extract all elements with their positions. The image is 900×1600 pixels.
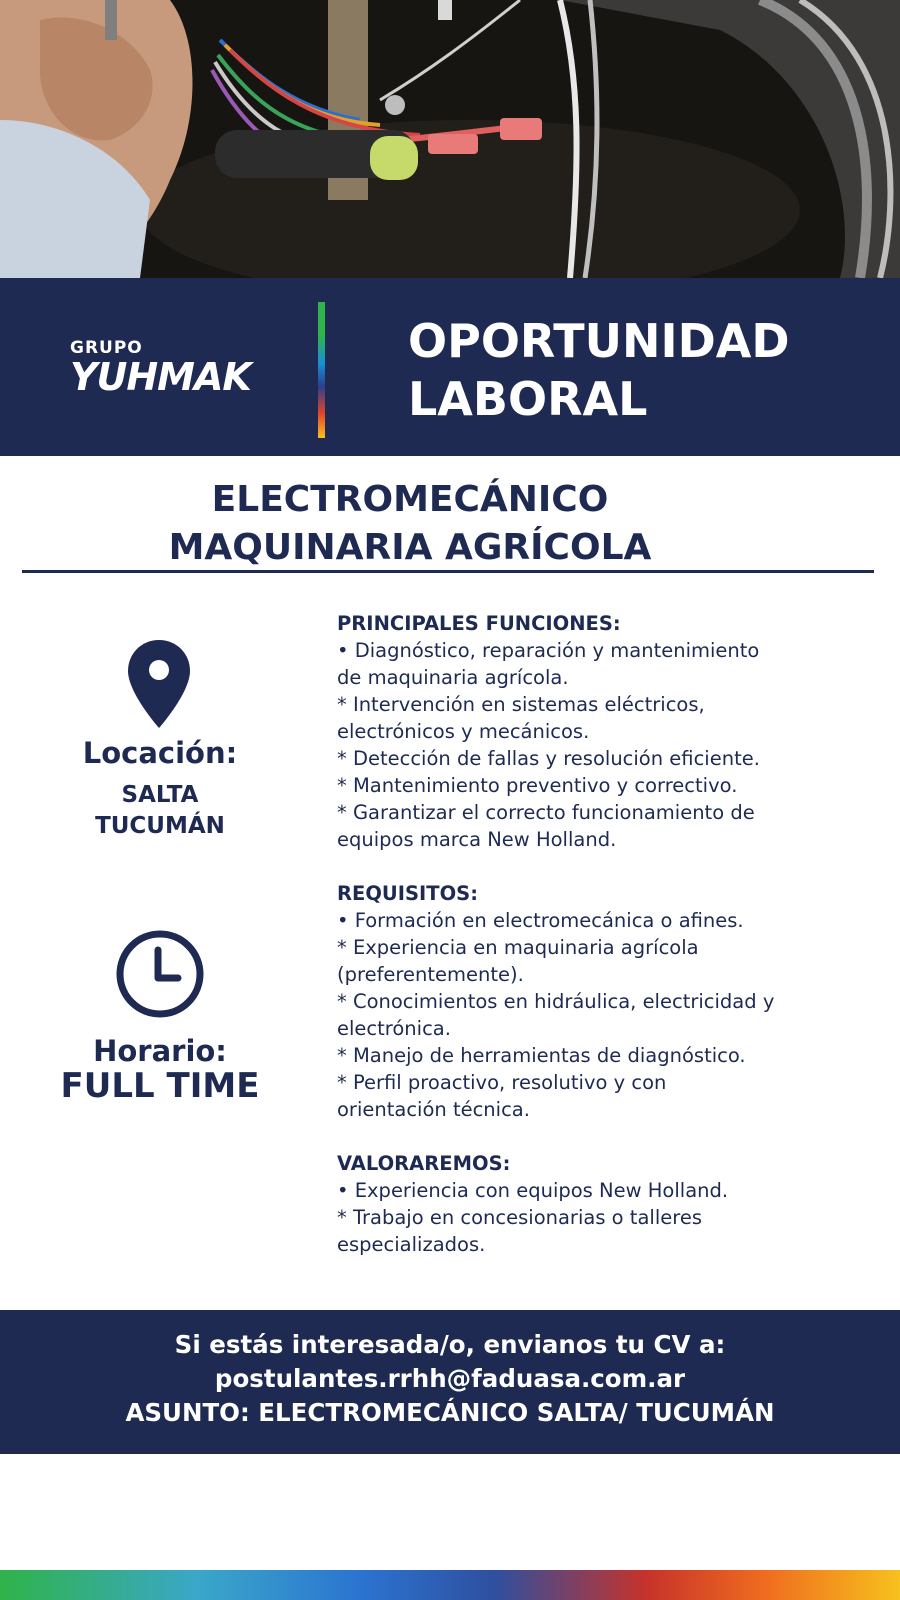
headline-line-1: OPORTUNIDAD bbox=[408, 314, 790, 368]
job-title-line-1: ELECTROMECÁNICO bbox=[211, 479, 609, 520]
job-title-line-2: MAQUINARIA AGRÍCOLA bbox=[168, 527, 652, 568]
section-line: * Mantenimiento preventivo y correctivo. bbox=[337, 774, 738, 797]
section-line: * Perfil proactivo, resolutivo y con bbox=[337, 1071, 667, 1094]
section-title: REQUISITOS: bbox=[337, 882, 479, 905]
email-subject: ASUNTO: ELECTROMECÁNICO SALTA/ TUCUMÁN bbox=[125, 1398, 775, 1427]
location-values bbox=[30, 780, 290, 842]
section-line: * Manejo de herramientas de diagnóstico. bbox=[337, 1044, 746, 1067]
section-requisitos bbox=[337, 880, 877, 1123]
section-line: • Formación en electromecánica o afines. bbox=[337, 909, 744, 932]
headline-line-2: LABORAL bbox=[408, 372, 648, 426]
section-line: * Intervención en sistemas eléctricos, bbox=[337, 693, 705, 716]
section-line: electrónicos y mecánicos. bbox=[337, 720, 590, 743]
section-line: • Diagnóstico, reparación y mantenimiento bbox=[337, 639, 760, 662]
schedule-label: Horario: bbox=[93, 1034, 227, 1068]
section-line: electrónica. bbox=[337, 1017, 451, 1040]
header-band bbox=[0, 278, 900, 456]
title-underline bbox=[22, 570, 874, 573]
contact-email[interactable]: postulantes.rrhh@faduasa.com.ar bbox=[214, 1364, 686, 1393]
section-line: * Detección de fallas y resolución eficiente. bbox=[337, 747, 760, 770]
logo-brand: YUHMAK bbox=[70, 355, 251, 399]
section-line: * Conocimientos en hidráulica, electricidad y bbox=[337, 990, 775, 1013]
location-label: Locación: bbox=[82, 736, 238, 770]
section-title: VALORAREMOS: bbox=[337, 1152, 511, 1175]
job-title bbox=[0, 476, 820, 572]
job-details bbox=[337, 610, 877, 1285]
section-line: de maquinaria agrícola. bbox=[337, 666, 569, 689]
section-line: equipos marca New Holland. bbox=[337, 828, 617, 851]
color-divider bbox=[318, 302, 325, 438]
section-line: especializados. bbox=[337, 1233, 486, 1256]
company-logo bbox=[70, 338, 251, 399]
header-photo-wiring bbox=[0, 0, 900, 278]
bottom-color-bar bbox=[0, 1570, 900, 1600]
section-funciones bbox=[337, 610, 877, 853]
schedule-value: FULL TIME bbox=[60, 1066, 260, 1106]
footer-cta-text: Si estás interesada/o, envianos tu CV a: bbox=[174, 1330, 726, 1359]
application-footer bbox=[0, 1310, 900, 1454]
wiring-photo-illustration bbox=[0, 0, 900, 278]
location-value-2: TUCUMÁN bbox=[95, 813, 225, 839]
logo-top-line: GRUPO bbox=[70, 338, 143, 358]
section-line: (preferentemente). bbox=[337, 963, 524, 986]
clock-icon bbox=[114, 928, 206, 1024]
section-valoraremos bbox=[337, 1150, 877, 1258]
section-line: * Trabajo en concesionarias o talleres bbox=[337, 1206, 702, 1229]
section-line: orientación técnica. bbox=[337, 1098, 530, 1121]
section-line: * Garantizar el correcto funcionamiento de bbox=[337, 801, 755, 824]
section-line: * Experiencia en maquinaria agrícola bbox=[337, 936, 699, 959]
headline bbox=[408, 312, 878, 428]
section-title: PRINCIPALES FUNCIONES: bbox=[337, 612, 621, 635]
section-line: • Experiencia con equipos New Holland. bbox=[337, 1179, 729, 1202]
location-value-1: SALTA bbox=[121, 782, 199, 808]
location-pin-icon bbox=[126, 638, 192, 734]
